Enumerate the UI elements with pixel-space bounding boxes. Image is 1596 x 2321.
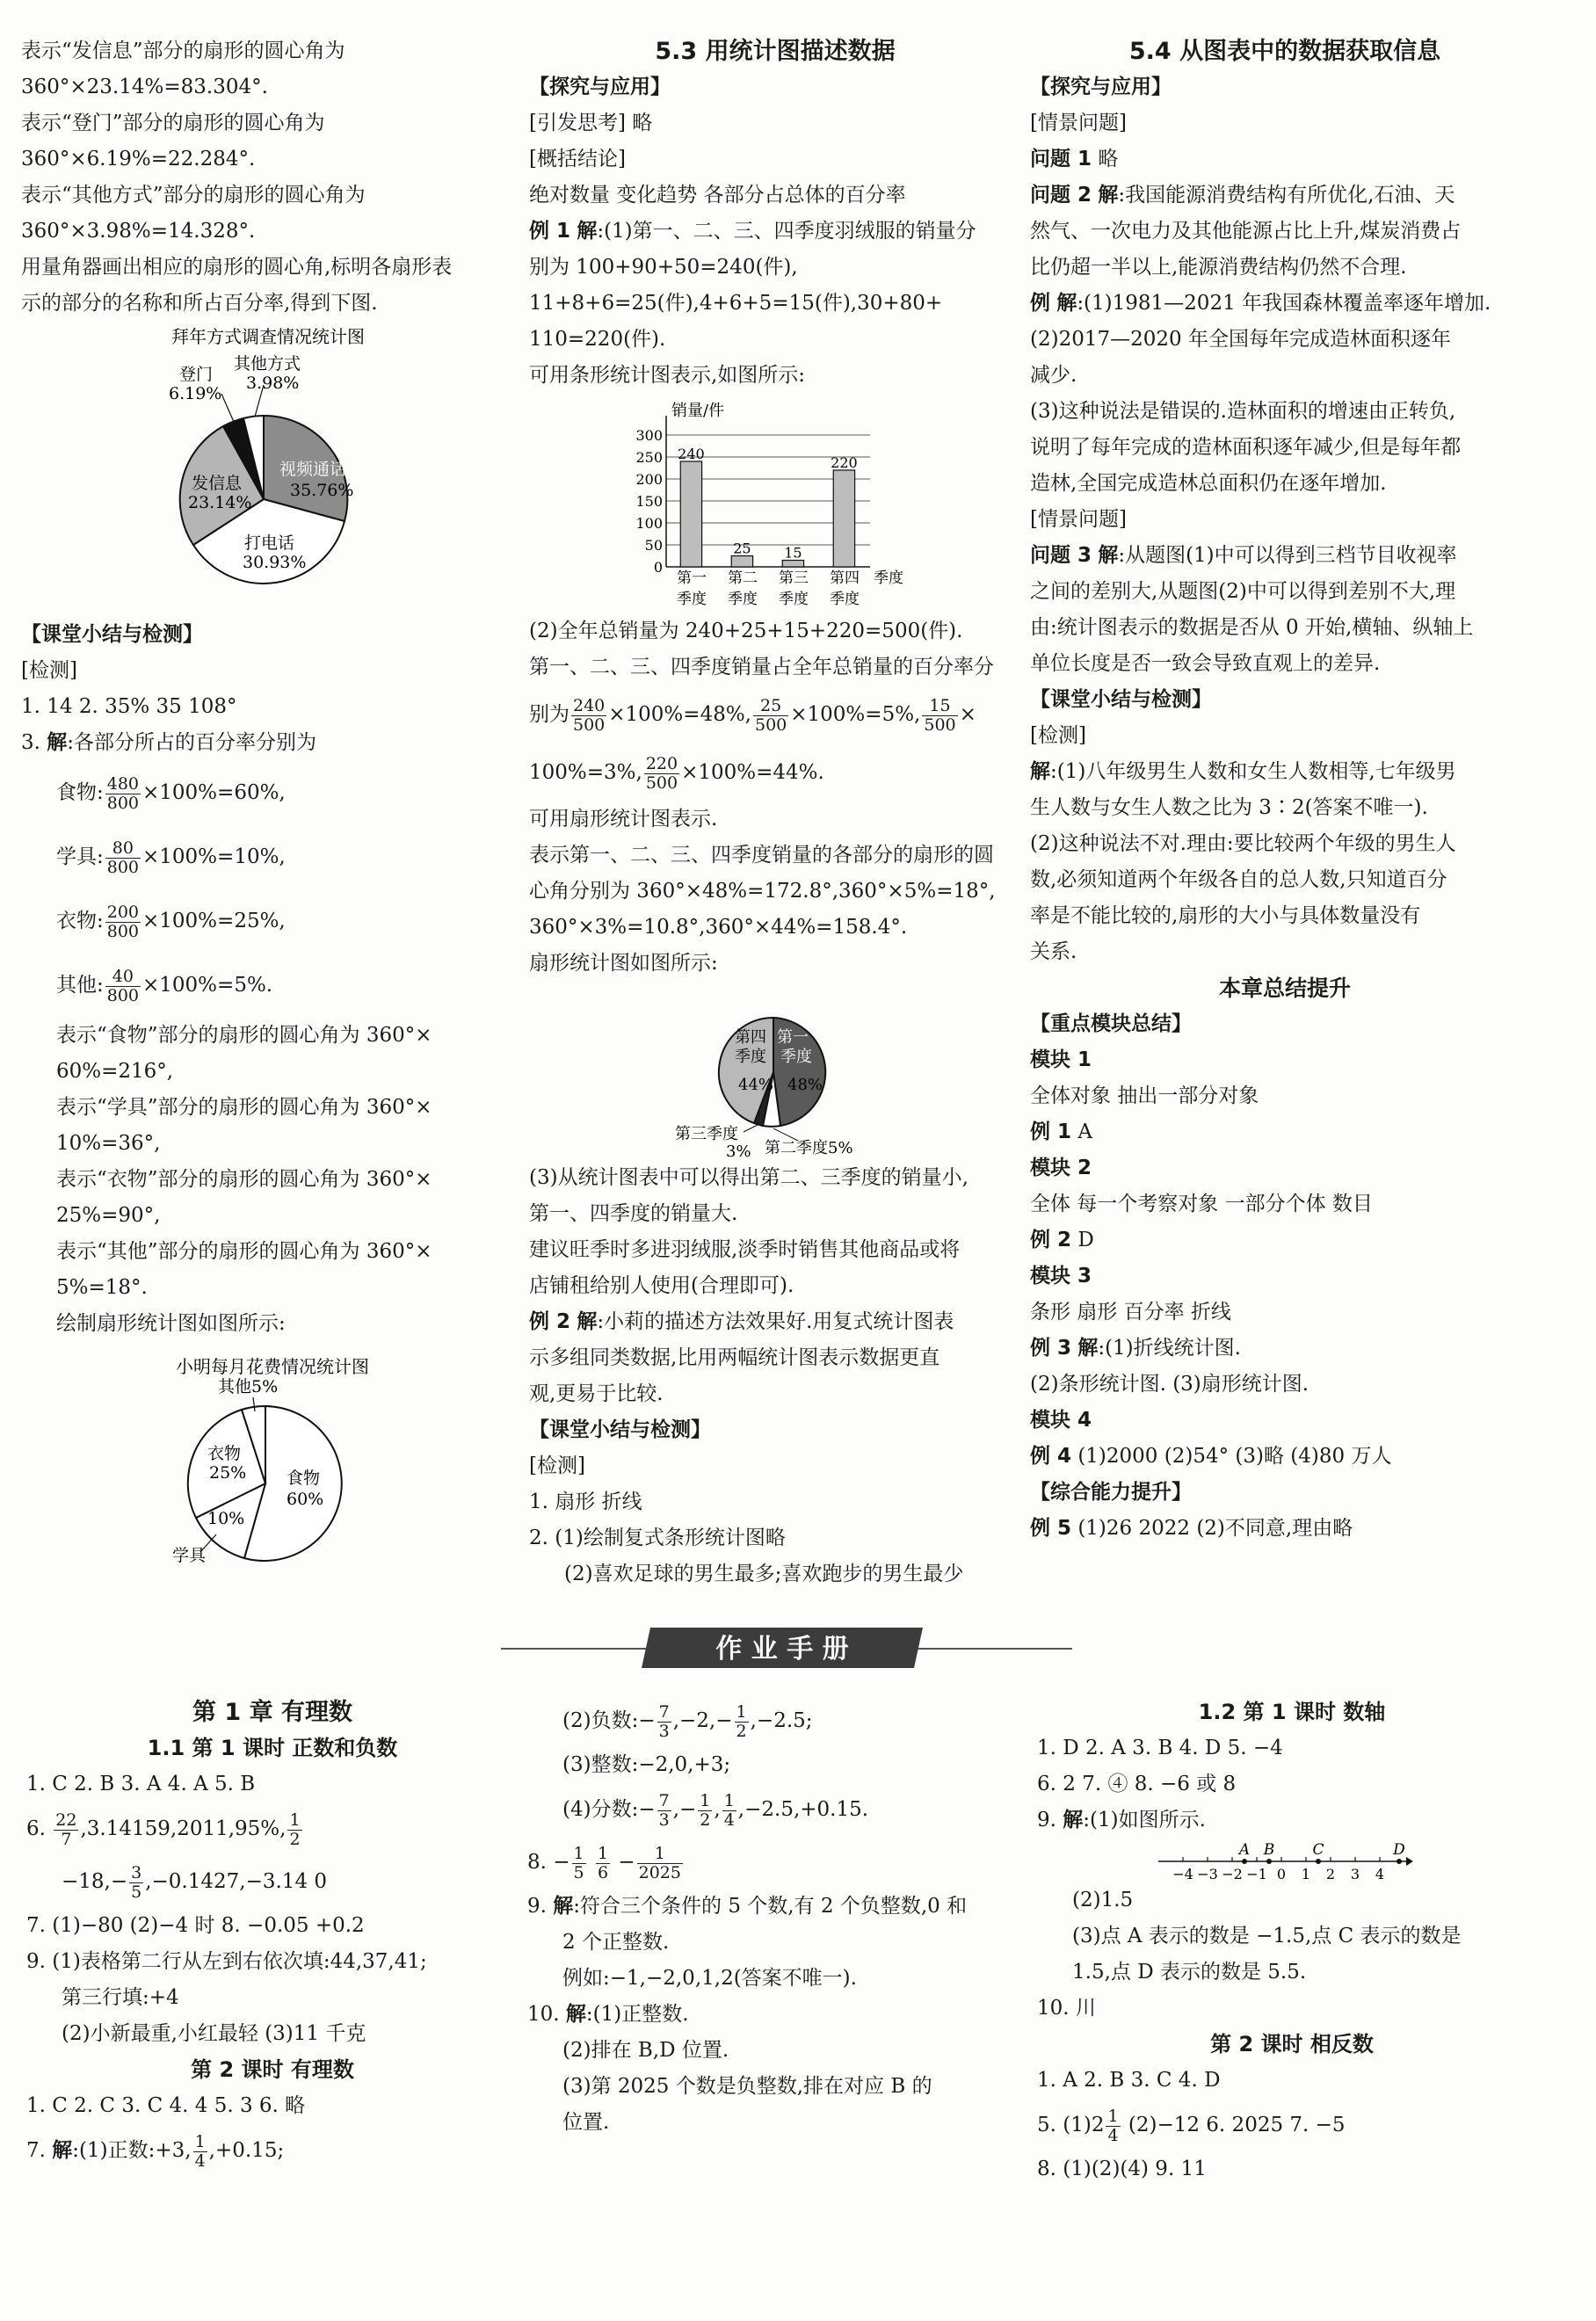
text-line: (2)条形统计图. (3)扇形统计图.	[1030, 1373, 1309, 1396]
section-heading: 【课堂小结与检测】	[21, 623, 203, 646]
text-line: 建议旺季时多进羽绒服,淡季时销售其他商品或将	[529, 1238, 961, 1261]
label-supplies-pct: 10%	[207, 1509, 245, 1528]
text-line: 可用条形统计图表示,如图所示:	[529, 364, 806, 387]
math-line: 别为 $\frac{240}{500}$ ×100%=48%, $\frac{25}{500}$ ×100%=5%, $\frac{15}{500}$ ×	[529, 695, 976, 735]
answer-line: 10. 解:(1)正整数.	[527, 2003, 689, 2026]
section-title: 本章总结提升	[1218, 976, 1351, 1001]
label-q2: 第二季度5%	[765, 1139, 853, 1157]
section-heading: 【探究与应用】	[529, 76, 671, 98]
axis-tick-label: −4	[1172, 1866, 1193, 1882]
sales-bar-chart	[615, 400, 932, 620]
label-phone-pct: 30.93%	[243, 553, 307, 572]
text-line: 问题 2 解:我国能源消费结构有所优化,石油、天	[1030, 184, 1455, 207]
label-food-pct: 60%	[287, 1490, 324, 1509]
answer-line: 1. D 2. A 3. B 4. D 5. −4	[1037, 1737, 1283, 1759]
axis-point-label: B	[1263, 1841, 1275, 1859]
label-message: 发信息	[192, 474, 243, 493]
label-visit: 登门	[179, 365, 214, 384]
text-line: 110=220(件).	[529, 328, 666, 351]
text-line: 心角分别为 360°×48%=172.8°,360°×5%=18°,	[529, 880, 996, 903]
bottom-column-3	[1037, 1694, 1547, 2187]
text-line: 问题 3 解:从题图(1)中可以得到三档节目收视率	[1030, 544, 1457, 567]
text-line: 例 4 (1)2000 (2)54° (3)略 (4)80 万人	[1030, 1445, 1392, 1468]
bottom-column-1	[26, 1694, 519, 2177]
answer-line: 5. (1)2 $\frac{1}{4}$ (2)−12 6. 2025 7. −5	[1037, 2106, 1346, 2145]
column-2	[529, 33, 1021, 394]
bar-value-label: 25	[733, 540, 751, 557]
text-line: 例 3 解:(1)折线统计图.	[1030, 1337, 1241, 1360]
section-subheading: [检测]	[1030, 724, 1086, 747]
text-line: 示多组同类数据,比用两幅统计图表示数据更直	[529, 1346, 940, 1369]
bar	[833, 470, 854, 567]
text-line: 率是不能比较的,扇形的大小与具体数量没有	[1030, 904, 1421, 927]
label-supplies: 学具	[172, 1546, 207, 1565]
axis-point-label: D	[1393, 1841, 1405, 1859]
bar-value-label: 220	[831, 454, 858, 471]
math-line: 衣物: $\frac{200}{800}$ ×100%=25%,	[56, 902, 286, 941]
text-line: 表示“登门”部分的扇形的圆心角为	[21, 112, 325, 134]
homework-banner	[501, 1624, 1072, 1670]
section-heading: 【综合能力提升】	[1030, 1481, 1192, 1504]
spending-pie-chart	[149, 1353, 395, 1573]
axis-tick-label: −2	[1222, 1866, 1243, 1882]
column-2-lower	[529, 1160, 1021, 1592]
column-3	[1030, 33, 1540, 1547]
answer-line: (2)1.5	[1072, 1889, 1134, 1911]
section-heading: 【课堂小结与检测】	[1030, 688, 1212, 711]
section-heading: 【探究与应用】	[1030, 76, 1172, 98]
y-tick-label: 200	[635, 471, 663, 488]
axis-tick-label: 4	[1375, 1866, 1385, 1882]
answer-line: 1.5,点 D 表示的数是 5.5.	[1072, 1961, 1307, 1984]
x-axis-suffix: 季度	[874, 569, 903, 587]
text-line: (2)全年总销量为 240+25+15+220=500(件).	[529, 620, 963, 642]
label-q4b: 季度	[735, 1048, 766, 1066]
label-q1: 第一	[777, 1028, 809, 1047]
answer-line: 1. C 2. C 3. C 4. 4 5. 3 6. 略	[26, 2094, 306, 2117]
label-phone: 打电话	[244, 533, 295, 553]
answer-line: 8. − $\frac{1}{5}$ $\frac{1}{6}$ − $\frac{1}{2025}$	[527, 1843, 681, 1882]
answer-line: (3)第 2025 个数是负整数,排在对应 B 的	[562, 2075, 932, 2098]
text-line: 10%=36°,	[56, 1132, 161, 1155]
text-line: 关系.	[1030, 940, 1077, 963]
text-line: 说明了每年完成的造林面积逐年减少,但是每年都	[1030, 436, 1462, 459]
x-tick-label: 第四	[830, 569, 860, 587]
answer-line: 7. 解:(1)正数:+3, $\frac{1}{4}$ ,+0.15;	[26, 2131, 285, 2171]
text-line: 25%=90°,	[56, 1204, 161, 1227]
text-line: 360°×6.19%=22.284°.	[21, 148, 256, 170]
axis-arrow	[1406, 1857, 1413, 1866]
y-tick-label: 250	[635, 449, 663, 466]
label-q1b: 季度	[780, 1048, 812, 1066]
lesson-title: 第 2 课时 相反数	[1210, 2032, 1374, 2056]
lesson-title: 1.1 第 1 课时 正数和负数	[147, 1736, 398, 1760]
section-heading: 【重点模块总结】	[1030, 1012, 1192, 1035]
answer-line: 8. (1)(2)(4) 9. 11	[1037, 2158, 1207, 2180]
column-2-mid	[529, 613, 1021, 982]
math-line: 其他: $\frac{40}{800}$ ×100%=5%.	[56, 966, 273, 1005]
text-line: 11+8+6=25(件),4+6+5=15(件),30+80+	[529, 292, 943, 315]
banner-title: 作 业 手 册	[715, 1634, 849, 1665]
axis-tick-label: −3	[1197, 1866, 1218, 1882]
text-line: 表示“其他方式”部分的扇形的圆心角为	[21, 184, 366, 207]
text-line: 然气、一次电力及其他能源占比上升,煤炭消费占	[1030, 220, 1462, 243]
y-tick-label: 50	[644, 537, 663, 554]
number-line	[1151, 1840, 1415, 1884]
label-video-pct: 35.76%	[290, 481, 354, 500]
text-line: 问题 1 略	[1030, 148, 1119, 170]
label-video: 视频通话	[279, 460, 347, 479]
label-q3: 第三季度	[675, 1125, 738, 1143]
section-title: 5.3 用统计图描述数据	[655, 38, 896, 65]
text-line: 例 2 D	[1030, 1229, 1094, 1251]
text-line: 60%=216°,	[56, 1060, 174, 1083]
answer-line: 1. 14 2. 35% 35 108°	[21, 695, 237, 718]
answer-line: 1. A 2. B 3. C 4. D	[1037, 2069, 1221, 2092]
module-label: 模块 3	[1030, 1265, 1092, 1287]
text-line: 第一、二、三、四季度销量占全年总销量的百分率分	[529, 656, 994, 678]
text-line: 用量角器画出相应的扇形的圆心角,标明各扇形表	[21, 256, 453, 279]
section-subheading: [概括结论]	[529, 148, 626, 170]
text-line: 例 1 解:(1)第一、二、三、四季度羽绒服的销量分	[529, 220, 976, 243]
lesson-title: 1.2 第 1 课时 数轴	[1198, 1700, 1386, 1724]
text-line: 5%=18°.	[56, 1276, 148, 1299]
text-line: 可用扇形统计图表示.	[529, 808, 718, 830]
x-tick-label: 季度	[728, 591, 758, 608]
text-line: 店铺租给别人使用(合理即可).	[529, 1274, 794, 1297]
label-q3-pct: 3%	[726, 1142, 751, 1160]
answer-line: (2)小新最重,小红最轻 (3)11 千克	[62, 2022, 366, 2045]
x-tick-label: 第一	[677, 569, 707, 587]
axis-point	[1242, 1859, 1247, 1864]
bar	[782, 561, 803, 568]
label-food: 食物	[287, 1469, 321, 1488]
y-tick-label: 0	[653, 559, 663, 576]
answer-line: −18,− $\frac{3}{5}$ ,−0.1427,−3.14 0	[62, 1862, 328, 1902]
text-line: 别为 100+90+50=240(件),	[529, 256, 798, 279]
axis-tick-label: −1	[1246, 1866, 1267, 1882]
text-line: 表示“其他”部分的扇形的圆心角为 360°×	[56, 1240, 432, 1263]
answer-line: 1. C 2. B 3. A 4. A 5. B	[26, 1773, 256, 1795]
text-line: 360°×3%=10.8°,360°×44%=158.4°.	[529, 916, 908, 939]
label-clothes: 衣物	[207, 1444, 242, 1463]
label-other: 其他5%	[218, 1377, 279, 1396]
axis-point-label: A	[1238, 1841, 1251, 1859]
answer-line: 第三行填:+4	[62, 1986, 179, 2009]
y-tick-label: 150	[635, 493, 663, 510]
answer-line: 7. (1)−80 (2)−4 时 8. −0.05 +0.2	[26, 1914, 365, 1937]
text-line: 360°×23.14%=83.304°.	[21, 76, 268, 98]
text-line: 之间的差别大,从题图(2)中可以得到差别不大,理	[1030, 580, 1456, 603]
math-line: 食物: $\frac{480}{800}$ ×100%=60%,	[56, 773, 286, 813]
chapter-title: 第 1 章 有理数	[192, 1699, 352, 1726]
bar-value-label: 15	[784, 544, 802, 562]
section-subheading: [检测]	[21, 659, 77, 682]
label-other: 其他方式	[234, 354, 301, 374]
axis-tick-label: 3	[1350, 1866, 1360, 1882]
module-label: 模块 2	[1030, 1157, 1092, 1179]
axis-point	[1266, 1859, 1272, 1864]
x-tick-label: 第三	[779, 569, 809, 587]
answer-line: (2)排在 B,D 位置.	[562, 2039, 729, 2062]
label-q1-pct: 48%	[787, 1076, 823, 1094]
answer-line: 1. 扇形 折线	[529, 1491, 642, 1513]
axis-point	[1316, 1859, 1321, 1864]
answer-line: 9. (1)表格第二行从左到右依次填:44,37,41;	[26, 1950, 427, 1973]
text-line: 绘制扇形统计图如图所示:	[56, 1312, 286, 1335]
text-line: 由:统计图表示的数据是否从 0 开始,横轴、纵轴上	[1030, 616, 1474, 639]
text-line: 例 1 A	[1030, 1121, 1092, 1143]
text-line: 单位长度是否一致会导致直观上的差异.	[1030, 652, 1381, 675]
answer-line: 位置.	[562, 2111, 610, 2134]
text-line: 表示第一、二、三、四季度销量的各部分的扇形的圆	[529, 844, 994, 867]
answer-line: 10. 川	[1037, 1997, 1096, 2020]
answer-line: 2 个正整数.	[562, 1931, 670, 1954]
bar-value-label: 240	[678, 446, 705, 462]
text-line: 生人数与女生人数之比为 3∶2(答案不唯一).	[1030, 796, 1428, 819]
text-line: (3)这种说法是错误的.造林面积的增速由正转负,	[1030, 400, 1456, 423]
axis-point	[1396, 1859, 1402, 1864]
y-axis-label: 销量/件	[671, 402, 725, 420]
text-line: (3)从统计图表中可以得出第二、三季度的销量小,	[529, 1166, 968, 1189]
module-label: 模块 1	[1030, 1048, 1092, 1071]
axis-tick-label: 2	[1325, 1866, 1336, 1882]
answer-line: (4)分数:− $\frac{7}{3}$ ,− $\frac{1}{2}$ , $\frac{1}{4}$ ,−2.5,+0.15.	[562, 1790, 869, 1830]
text-line: 绝对数量 变化趋势 各部分占总体的百分率	[529, 184, 906, 207]
module-label: 模块 4	[1030, 1409, 1092, 1432]
text-line: 表示“学具”部分的扇形的圆心角为 360°×	[56, 1096, 432, 1119]
x-tick-label: 第二	[728, 569, 758, 587]
section-subheading: [情景问题]	[1030, 112, 1127, 134]
label-q4: 第四	[735, 1028, 766, 1047]
text-line: 解:(1)八年级男生人数和女生人数相等,七年级男	[1030, 760, 1456, 783]
x-tick-label: 季度	[830, 591, 860, 608]
text-line: (2)2017—2020 年全国每年完成造林面积逐年	[1030, 328, 1451, 351]
label-other-pct: 3.98%	[246, 374, 300, 393]
quarter-pie-chart	[668, 1011, 923, 1160]
bottom-column-2	[527, 1694, 1019, 2141]
label-q4-pct: 44%	[738, 1076, 774, 1094]
text-line: (2)这种说法不对.理由:要比较两个年级的男生人	[1030, 832, 1456, 855]
bar	[731, 556, 752, 568]
math-line: 学具: $\frac{80}{800}$ ×100%=10%,	[56, 838, 286, 877]
text-line: 示的部分的名称和所占百分率,得到下图.	[21, 292, 378, 315]
section-subheading: [情景问题]	[1030, 508, 1127, 531]
text-line: 造林,全国完成造林总面积仍在逐年增加.	[1030, 472, 1387, 495]
answer-line: 6. $\frac{22}{7}$ ,3.14159,2011,95%, $\frac{1}{2}$	[26, 1810, 301, 1849]
text-line: 例 解:(1)1981—2021 年我国森林覆盖率逐年增加.	[1030, 292, 1491, 315]
answer-line: 3. 解:各部分所占的百分率分别为	[21, 731, 317, 754]
text-line: 第一、四季度的销量大.	[529, 1202, 738, 1225]
text-line: 表示“衣物”部分的扇形的圆心角为 360°×	[56, 1168, 432, 1191]
answer-line: (3)整数:−2,0,+3;	[562, 1753, 731, 1776]
axis-tick-label: 0	[1276, 1866, 1287, 1882]
text-line: [引发思考] 略	[529, 112, 653, 134]
text-line: 比仍超一半以上,能源消费结构仍然不合理.	[1030, 256, 1407, 279]
text-line: 条形 扇形 百分率 折线	[1030, 1301, 1231, 1324]
lesson-title: 第 2 课时 有理数	[191, 2057, 354, 2082]
column-1	[21, 33, 513, 322]
text-line: 全体 每一个考察对象 一部分个体 数目	[1030, 1193, 1373, 1215]
answer-line: (3)点 A 表示的数是 −1.5,点 C 表示的数是	[1072, 1925, 1462, 1947]
text-line: 减少.	[1030, 364, 1077, 387]
answer-line: 例如:−1,−2,0,1,2(答案不唯一).	[562, 1967, 857, 1990]
x-tick-label: 季度	[779, 591, 809, 608]
math-line: 100%=3%, $\frac{220}{500}$ ×100%=44%.	[529, 753, 824, 793]
pie-title: 拜年方式调查情况统计图	[171, 326, 365, 347]
text-line: 数,必须知道两个年级各自的总人数,只知道百分	[1030, 868, 1447, 891]
section-subheading: [检测]	[529, 1454, 585, 1477]
section-title: 5.4 从图表中的数据获取信息	[1128, 38, 1441, 65]
y-tick-label: 300	[635, 427, 663, 444]
text-line: 扇形统计图如图所示:	[529, 952, 718, 975]
text-line: 表示“食物”部分的扇形的圆心角为 360°×	[56, 1024, 432, 1047]
answer-line: 6. 2 7. ④ 8. −6 或 8	[1037, 1773, 1237, 1795]
column-1-lower	[21, 617, 513, 1342]
x-tick-label: 季度	[677, 591, 707, 608]
label-clothes-pct: 25%	[209, 1463, 247, 1483]
answer-line: 9. 解:(1)如图所示.	[1037, 1809, 1206, 1831]
axis-tick-label: 1	[1301, 1866, 1311, 1882]
label-message-pct: 23.14%	[188, 493, 252, 512]
section-heading: 【课堂小结与检测】	[529, 1418, 711, 1441]
text-line: 360°×3.98%=14.328°.	[21, 220, 256, 243]
text-line: 表示“发信息”部分的扇形的圆心角为	[21, 40, 345, 62]
y-tick-label: 100	[635, 515, 663, 532]
pie-title: 小明每月花费情况统计图	[176, 1356, 369, 1377]
label-visit-pct: 6.19%	[169, 384, 222, 403]
text-line: 观,更易于比较.	[529, 1382, 664, 1405]
answer-line: 2. (1)绘制复式条形统计图略	[529, 1527, 786, 1549]
greeting-pie-chart	[149, 323, 413, 613]
bar	[680, 461, 701, 567]
axis-point-label: C	[1312, 1841, 1324, 1859]
answer-line: (2)负数:− $\frac{7}{3}$ ,−2,− $\frac{1}{2}$ ,−2.5;	[562, 1701, 813, 1741]
answer-line: 9. 解:符合三个条件的 5 个数,有 2 个负整数,0 和	[527, 1895, 968, 1918]
text-line: 例 2 解:小莉的描述方法效果好.用复式统计图表	[529, 1310, 954, 1333]
text-line: 例 5 (1)26 2022 (2)不同意,理由略	[1030, 1517, 1353, 1540]
text-line: 全体对象 抽出一部分对象	[1030, 1084, 1259, 1107]
answer-line: (2)喜欢足球的男生最多;喜欢跑步的男生最少	[564, 1563, 964, 1585]
